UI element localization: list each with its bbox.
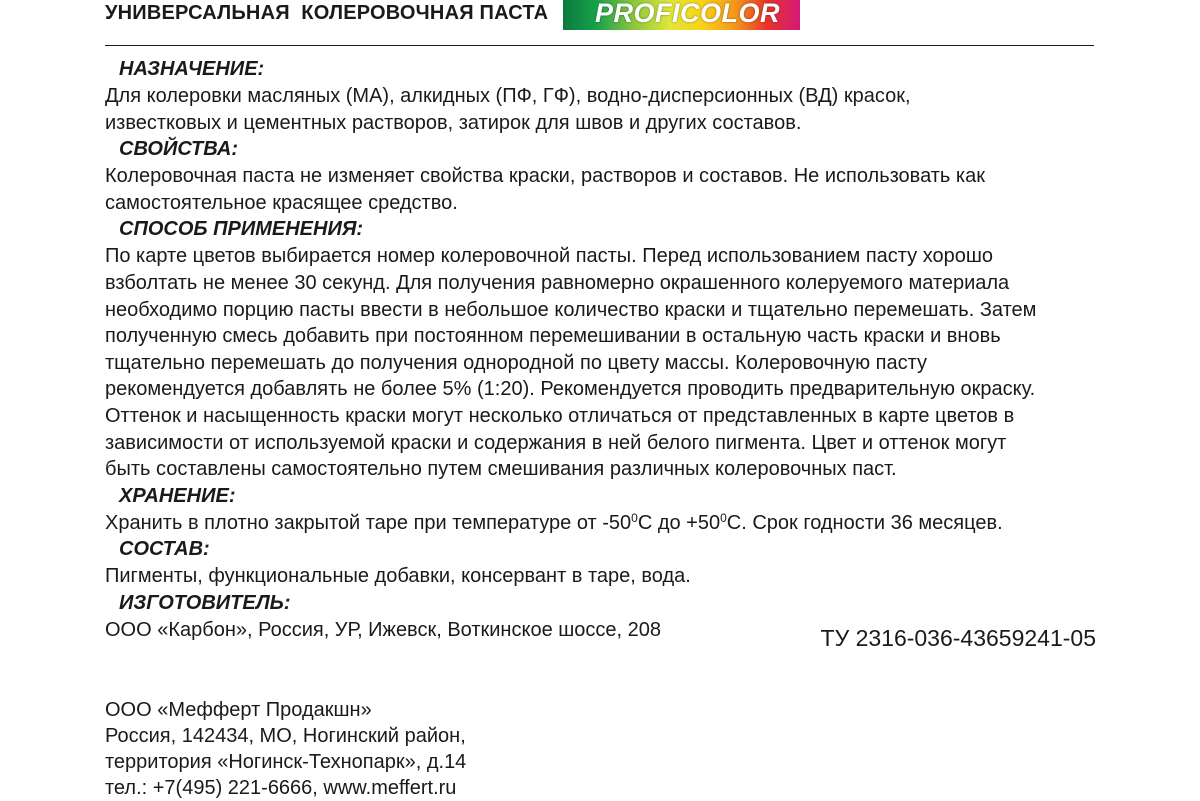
text-line: самостоятельное красящее средство. [105, 191, 458, 214]
storage-text-start: Хранить в плотно закрытой таре при температуре от -50 [105, 511, 632, 534]
tu-code: ТУ 2316-036-43659241-05 [820, 624, 1096, 651]
text-line: рекомендуется добавлять не более 5% (1:20). Рекомендуется проводить предварительную окраску. [105, 378, 1036, 401]
text-line [105, 510, 1095, 537]
purpose-heading: НАЗНАЧЕНИЕ: [119, 58, 265, 80]
manufacturer-heading: ИЗГОТОВИТЕЛЬ: [119, 591, 291, 614]
text-line: известковых и цементных растворов, затирок для швов и других составов. [105, 111, 802, 134]
text-line: быть составлены самостоятельно путем смешивания различных колеровочных паст. [105, 458, 897, 481]
properties-heading: СВОЙСТВА: [119, 138, 239, 161]
degree-mark: 0 [631, 510, 638, 525]
degree-mark: 0 [720, 510, 727, 525]
text-line: По карте цветов выбирается номер колеровочной пасты. Перед использованием пасту хорошо [105, 245, 994, 268]
text-line: тщательно перемешать до получения однородной по цвету массы. Колеровочную пасту [105, 351, 927, 374]
storage-text-middle: С до +50 [637, 511, 721, 534]
usage-heading: СПОСОБ ПРИМЕНЕНИЯ: [119, 218, 364, 241]
label-content [105, 56, 1096, 651]
company-name: ООО «Мефферт Продакшн» [105, 699, 372, 721]
text-line: Колеровочная паста не изменяет свойства краски, растворов и составов. Не использовать как [105, 165, 985, 188]
manufacturer-text: ООО «Карбон», Россия, УР, Ижевск, Воткинское шоссе, 208 [105, 618, 662, 641]
header-divider [105, 45, 1094, 46]
text-line: Оттенок и насыщенность краски могут несколько отличаться от представленных в карте цветов в [105, 404, 1015, 427]
text-line: полученную смесь добавить при постоянном перемешивании в остальную часть краски и вновь [105, 325, 1001, 348]
storage-heading: ХРАНЕНИЕ: [119, 484, 236, 507]
text-line: Для колеровки масляных (МА), алкидных (ПФ, ГФ), водно-дисперсионных (ВД) красок, [105, 85, 911, 107]
purpose-text [105, 83, 1095, 136]
properties-text [105, 163, 1095, 216]
text-line: Пигменты, функциональные добавки, консервант в таре, вода. [105, 565, 691, 588]
company-info [105, 697, 466, 801]
manufacturer-row [105, 617, 1096, 651]
company-address: Россия, 142434, МО, Ногинский район, [105, 725, 466, 747]
usage-text [105, 243, 1095, 482]
product-title: УНИВЕРСАЛЬНАЯ КОЛЕРОВОЧНАЯ ПАСТА [105, 2, 549, 24]
storage-text [105, 510, 1095, 537]
company-contacts: тел.: +7(495) 221-6666, www.meffert.ru [105, 777, 457, 799]
logo-text: PROFICOLOR [595, 0, 780, 28]
text-line: необходимо порцию пасты ввести в небольшое количество краски и тщательно перемешать. Затем [105, 298, 1037, 321]
storage-text-end: С. Срок годности 36 месяцев. [726, 511, 1003, 534]
composition-heading: СОСТАВ: [119, 538, 210, 561]
text-line: зависимости от используемой краски и содержания в ней белого пигмента. Цвет и оттенок могут [105, 431, 1007, 454]
text-line: взболтать не менее 30 секунд. Для получения равномерно окрашенного колеруемого материала [105, 271, 1010, 294]
proficolor-logo [563, 0, 800, 30]
tu-box [724, 605, 1096, 706]
composition-text [105, 563, 1095, 590]
company-address-2: территория «Ногинск-Технопарк», д.14 [105, 751, 467, 773]
